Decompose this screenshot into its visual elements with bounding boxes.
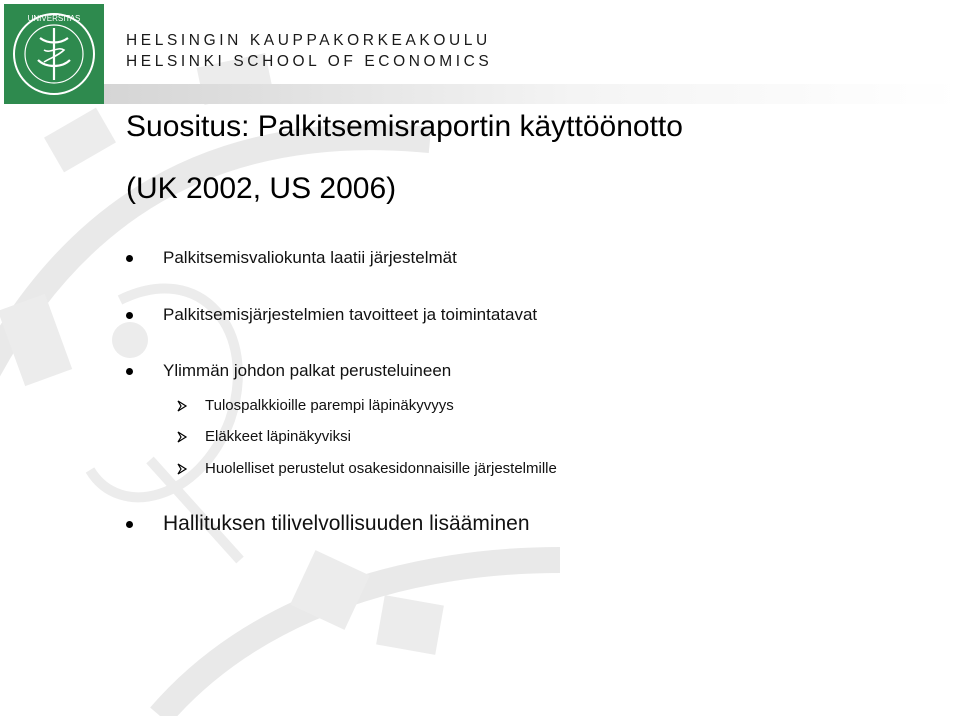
sub-bullet-text: Huolelliset perustelut osakesidonnaisille järjestelmille	[205, 460, 557, 477]
bullet-text: Hallituksen tilivelvollisuuden lisääminen	[163, 512, 530, 535]
university-seal-icon	[4, 4, 104, 104]
sub-bullet-item	[176, 460, 557, 477]
round-bullet-icon	[126, 312, 133, 319]
sub-bullet-item	[176, 397, 454, 414]
arrowhead-bullet-icon	[176, 463, 188, 475]
arrowhead-bullet-icon	[176, 431, 188, 443]
bullet-item	[126, 305, 537, 325]
sub-bullet-text: Eläkkeet läpinäkyviksi	[205, 428, 351, 445]
sub-bullet-item	[176, 428, 351, 445]
bullet-item	[126, 248, 457, 268]
bullet-item	[126, 361, 451, 381]
svg-text:UNIVERSITAS: UNIVERSITAS	[27, 14, 81, 23]
round-bullet-icon	[126, 521, 133, 528]
bullet-text: Ylimmän johdon palkat perusteluineen	[163, 361, 452, 380]
round-bullet-icon	[126, 255, 133, 262]
title-line-2: (UK 2002, US 2006)	[126, 172, 397, 205]
bullet-text: Palkitsemisjärjestelmien tavoitteet ja toimintatavat	[163, 305, 538, 324]
title-line-1: Suositus: Palkitsemisraportin käyttöönotto	[126, 110, 683, 143]
arrowhead-bullet-icon	[176, 400, 188, 412]
institution-name-fi: HELSINGIN KAUPPAKORKEAKOULU	[126, 32, 491, 49]
header-rule	[104, 84, 960, 104]
slide-title	[126, 108, 683, 232]
bullet-item	[126, 512, 530, 536]
round-bullet-icon	[126, 368, 133, 375]
institution-name-en: HELSINKI SCHOOL OF ECONOMICS	[126, 53, 493, 70]
bullet-text: Palkitsemisvaliokunta laatii järjestelmät	[163, 248, 457, 267]
sub-bullet-text: Tulospalkkioille parempi läpinäkyvyys	[205, 397, 454, 414]
